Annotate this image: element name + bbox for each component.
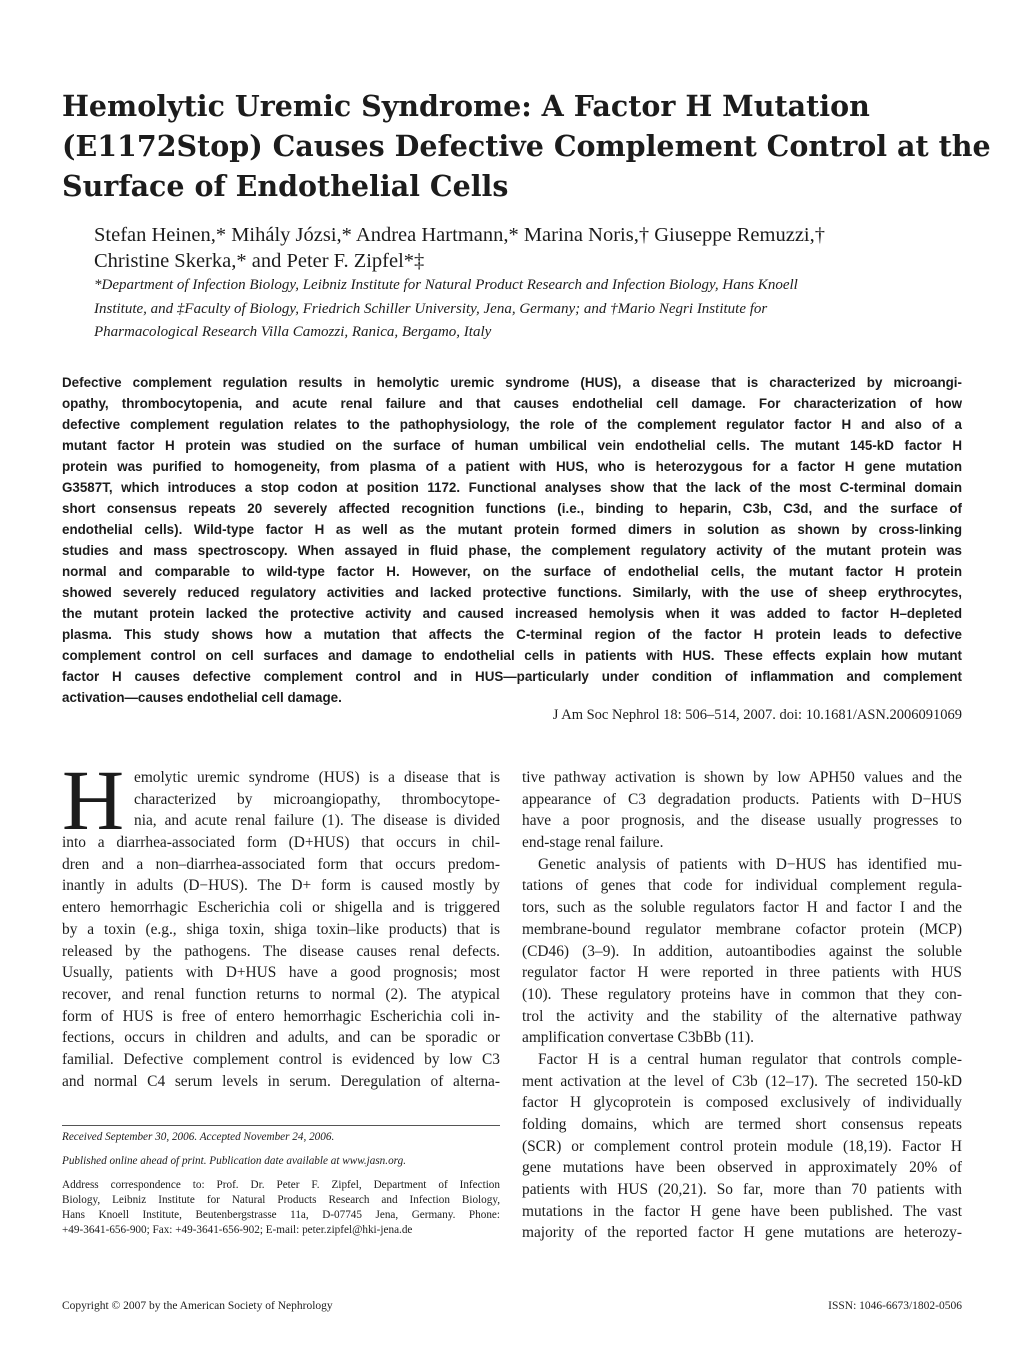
abstract-line: plasma. This study shows how a mutation that affects the C-terminal region of the factor H protein leads to defective (62, 627, 962, 642)
drop-cap: H (62, 752, 125, 848)
author-line: Christine Skerka,* and Peter F. Zipfel*‡ (94, 250, 425, 272)
journal-citation: J Am Soc Nephrol 18: 506–514, 2007. doi: 10.1681/ASN.2006091069 (552, 707, 962, 723)
abstract-line: Defective complement regulation results in hemolytic uremic syndrome (HUS), a disease that is characterized by microangi- (62, 375, 962, 390)
body-line: (CD46) (3–9). In addition, autoantibodies against the soluble (522, 942, 962, 960)
abstract-line: protein was purified to homogeneity, from plasma of a patient with HUS, who is heterozygous for a factor H gene mutation (62, 459, 962, 474)
body-line: appearance of C3 degradation products. Patients with D−HUS (522, 790, 962, 808)
body-line: dren and a non–diarrhea-associated form that occurs predom- (62, 855, 500, 873)
abstract-line: endothelial cells). Wild-type factor H as well as the mutant protein formed dimers in solution as shown by cross-linking (62, 522, 962, 537)
body-line: Genetic analysis of patients with D−HUS has identified mu- (538, 855, 962, 873)
title-line: (E1172Stop) Causes Defective Complement Control at the (62, 129, 991, 163)
body-line: folding domains, which are termed short consensus repeats (522, 1116, 962, 1133)
body-line: mutations in the factor H gene have been published. The vast (522, 1202, 962, 1220)
affiliations (94, 274, 974, 345)
affiliation-line: Institute, and ‡Faculty of Biology, Friedrich Schiller University, Jena, Germany; and †Mario Negri Institute for (94, 300, 768, 317)
abstract-line: normal and comparable to wild-type factor H. However, on the surface of endothelial cells, the mutant factor H protein (62, 564, 962, 579)
footnote-divider (62, 1125, 500, 1126)
body-line: (SCR) or complement control protein module (18,19). Factor H (522, 1137, 962, 1155)
body-line: characterized by microangiopathy, thrombocytope- (134, 790, 500, 808)
body-line: tations of genes that code for individual complement regula- (522, 877, 962, 895)
abstract (62, 372, 962, 708)
body-line: entero hemorrhagic Escherichia coli or shigella and is triggered (62, 899, 500, 917)
body-line: patients with HUS (20,21). So far, more than 70 patients with (522, 1181, 962, 1199)
received-date: Received September 30, 2006. Accepted November 24, 2006. (62, 1131, 335, 1143)
footnotes (62, 1130, 500, 1238)
body-line: familial. Defective complement control is evidenced by low C3 (62, 1050, 500, 1068)
author-list (94, 222, 974, 274)
body-line: Factor H is a central human regulator that controls comple- (538, 1050, 962, 1068)
abstract-line: the mutant protein lacked the protective activity and caused increased hemolysis when it was added to factor H–depleted (62, 606, 962, 621)
address-line: Biology, Leibniz Institute for Natural Products Research and Infection Biology, (62, 1194, 500, 1206)
abstract-line: mutant factor H protein was studied on the surface of human umbilical vein endothelial cells. The mutant 145-kD factor H (62, 438, 962, 453)
title-line: Hemolytic Uremic Syndrome: A Factor H Mutation (62, 89, 870, 123)
body-line: ment activation at the level of C3b (12–17). The secreted 150-kD (522, 1072, 962, 1090)
body-line: Usually, patients with D+HUS have a good prognosis; most (62, 964, 500, 982)
body-line: amplification convertase C3bBb (11). (522, 1029, 754, 1047)
abstract-line: G3587T, which introduces a stop codon at position 1172. Functional analyses show that the lack of the most C-terminal domain (62, 480, 962, 495)
abstract-line: studies and mass spectroscopy. When assayed in fluid phase, the complement regulatory activity of the mutant protein was (62, 543, 962, 558)
body-line: membrane-bound regulator membrane cofactor protein (MCP) (522, 920, 962, 938)
body-line: inantly in adults (D−HUS). The D+ form is caused mostly by (62, 877, 500, 895)
body-line: recover, and renal function returns to normal (2). The atypical (62, 985, 500, 1003)
body-line: have a poor prognosis, and the disease usually progresses to (522, 812, 962, 830)
correspondence-address (62, 1178, 500, 1238)
affiliation-line: Pharmacological Research Villa Camozzi, Ranica, Bergamo, Italy (94, 324, 492, 340)
body-line: gene mutations have been observed in approximately 20% of (522, 1159, 962, 1177)
body-line: form of HUS is free of entero hemorrhagic Escherichia coli in- (62, 1007, 500, 1025)
body-line: majority of the reported factor H gene mutations are heterozy- (522, 1224, 962, 1242)
published-note: Published online ahead of print. Publication date available at www.jasn.org. (62, 1155, 406, 1167)
body-line: trol the activity and the stability of the alternative pathway (522, 1007, 962, 1025)
body-line: factor H glycoprotein is composed exclusively of individually (522, 1094, 962, 1112)
issn-number: ISSN: 1046-6673/1802-0506 (828, 1300, 962, 1312)
body-line: tors, such as the soluble regulators factor H and factor I and the (522, 899, 962, 917)
body-line: end-stage renal failure. (522, 834, 664, 852)
article-title (62, 86, 991, 206)
address-line: +49-3641-656-900; Fax: +49-3641-656-902; E-mail: peter.zipfel@hki-jena.de (62, 1224, 413, 1236)
abstract-line: complement control on cell surfaces and damage to endothelial cells in patients with HUS. These effects explain how mutant (62, 648, 962, 663)
body-line: by a toxin (e.g., shiga toxin, shiga toxin–like products) that is (62, 920, 500, 938)
abstract-line: short consensus repeats 20 severely affected recognition functions (i.e., binding to heparin, C3b, C3d, and the surface of (62, 501, 962, 516)
abstract-line: opathy, thrombocytopenia, and acute renal failure and that causes endothelial cell damage. For characterization of how (62, 396, 962, 411)
body-line: released by the pathogens. The disease causes renal defects. (62, 942, 500, 960)
body-line: into a diarrhea-associated form (D+HUS) that occurs in chil- (62, 834, 500, 852)
address-line: Address correspondence to: Prof. Dr. Peter F. Zipfel, Department of Infection (62, 1179, 500, 1191)
affiliation-line: *Department of Infection Biology, Leibniz Institute for Natural Product Research and Infection Biology, Hans Knoell (94, 277, 798, 293)
abstract-line: defective complement regulation relates to the pathophysiology, the role of the complement regulator factor H and also of a (62, 417, 962, 432)
body-line: nia, and acute renal failure (1). The disease is divided (134, 812, 500, 830)
body-line: regulator factor H were reported in three patients with HUS (522, 964, 962, 982)
copyright-notice: Copyright © 2007 by the American Society of Nephrology (62, 1300, 333, 1312)
body-line: tive pathway activation is shown by low APH50 values and the (522, 769, 962, 786)
author-line: Stefan Heinen,* Mihály Józsi,* Andrea Hartmann,* Marina Noris,† Giuseppe Remuzzi,† (94, 224, 825, 246)
abstract-line: showed severely reduced regulatory activities and lacked protective functions. Similarly, with the use of sheep erythrocytes, (62, 585, 962, 600)
body-line: emolytic uremic syndrome (HUS) is a disease that is (134, 769, 500, 786)
address-line: Hans Knoell Institute, Beutenbergstrasse 11a, D-07745 Jena, Germany. Phone: (62, 1209, 500, 1221)
abstract-line: factor H causes defective complement control and in HUS—particularly under condition of inflammation and complement (62, 669, 962, 684)
body-line: fections, occurs in children and adults, and can be sporadic or (62, 1029, 500, 1047)
body-line: and normal C4 serum levels in serum. Deregulation of alterna- (62, 1072, 500, 1090)
body-column-left (62, 767, 500, 1092)
body-column-right (522, 767, 962, 1244)
body-line: (10). These regulatory proteins have in common that they con- (522, 985, 962, 1003)
abstract-line: activation—causes endothelial cell damage. (62, 690, 342, 705)
title-line: Surface of Endothelial Cells (62, 169, 509, 203)
